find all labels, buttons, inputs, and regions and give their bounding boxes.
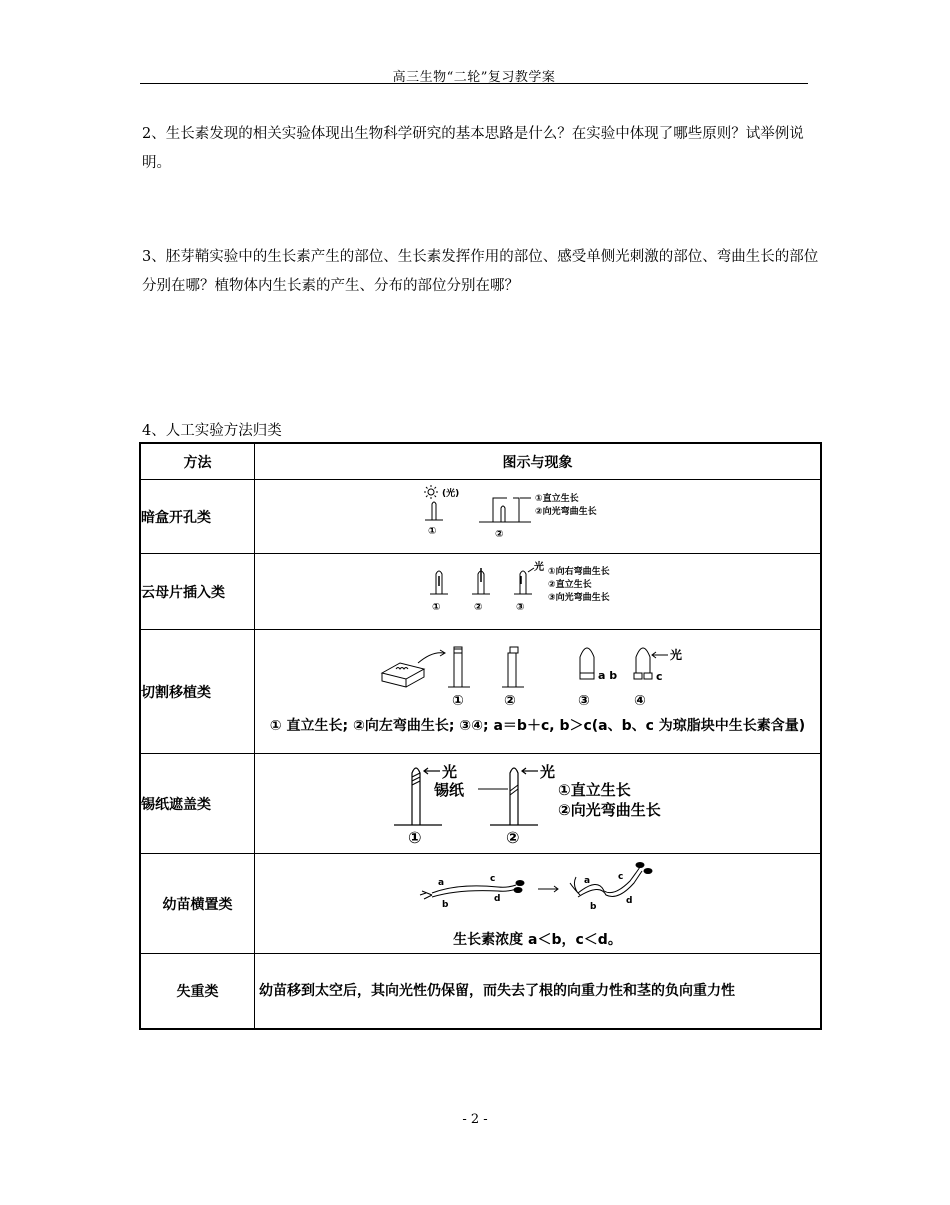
- label-ab: a b: [597, 668, 617, 682]
- sun-label: (光): [441, 488, 459, 499]
- fig-num-1: ①: [427, 525, 436, 537]
- cut-transplant-figure: [378, 643, 698, 711]
- method-label: 暗盒开孔类: [140, 480, 255, 554]
- figure-cell: [255, 954, 822, 1030]
- label-a1: a: [437, 877, 444, 888]
- question-2: 2、生长素发现的相关实验体现出生物科学研究的基本思路是什么？在实验中体现了哪些原则？试举例说明。: [142, 126, 804, 171]
- horizontal-seedling-figure: [418, 857, 658, 915]
- question-3: 3、胚芽鞘实验中的生长素产生的部位、生长素发挥作用的部位、感受单侧光刺激的部位、弯曲生长的部位分别在哪？植物体内生长素的产生、分布的部位分别在哪？: [142, 249, 819, 294]
- fig-num-2: ②: [494, 528, 503, 540]
- light-label-1: 光: [441, 762, 457, 781]
- label-c: c: [655, 669, 663, 683]
- light-label: 光: [669, 647, 682, 662]
- label-a2: a: [583, 875, 590, 886]
- coleoptile-2: [490, 768, 538, 825]
- arrow-icon: [538, 886, 558, 892]
- label-c2: c: [617, 871, 623, 882]
- figure-cell: [255, 630, 822, 754]
- table-row: [140, 854, 821, 954]
- legend-1: ①向右弯曲生长: [547, 566, 610, 577]
- legend-1: ①直立生长: [557, 780, 631, 799]
- figure-cell: [255, 854, 822, 954]
- header-method: 方法: [140, 443, 255, 480]
- fig-num-2: ②: [473, 601, 482, 613]
- legend-2: ②向光弯曲生长: [557, 800, 661, 819]
- agar-block: [382, 650, 445, 687]
- coleoptile-1: [430, 571, 448, 594]
- methods-table: [139, 442, 822, 1030]
- figure-cell: [255, 554, 822, 630]
- legend-3: ③向光弯曲生长: [547, 592, 610, 603]
- table-row: [140, 954, 821, 1030]
- coleoptile-3: [514, 568, 534, 594]
- label-b1: b: [441, 899, 448, 910]
- header-figure: 图示与现象: [255, 443, 822, 480]
- table-row: [140, 554, 821, 630]
- result-text: ① 直立生长; ②向左弯曲生长; ③④; a＝b＋c, b＞c(a、b、c 为琼脂块中生长素含量): [269, 717, 806, 734]
- foil-label: 锡纸: [433, 780, 464, 799]
- foil-cover-figure: [388, 755, 688, 849]
- method-label: 云母片插入类: [140, 554, 255, 630]
- legend-2: ②直立生长: [547, 579, 592, 590]
- method-label: 锡纸遮盖类: [140, 754, 255, 854]
- fig-num-1: ①: [451, 692, 464, 709]
- method-label: 幼苗横置类: [140, 854, 255, 954]
- table-row: [140, 480, 821, 554]
- coleoptile-3: [580, 648, 594, 679]
- seedling-before: [420, 877, 524, 899]
- method-label: 失重类: [140, 954, 255, 1030]
- page-header: 高三生物“二轮”复习教学案: [392, 70, 556, 85]
- light-label-2: 光: [539, 762, 555, 781]
- result-text: 幼苗移到太空后，其向光性仍保留，而失去了根的向重力性和茎的负向重力性: [259, 983, 735, 999]
- label-b2: b: [589, 901, 596, 912]
- figure-cell: [255, 754, 822, 854]
- page-number: - 2 -: [462, 1112, 488, 1127]
- coleoptile-4: [634, 648, 668, 679]
- coleoptile-1: [448, 647, 470, 687]
- method-label: 切割移植类: [140, 630, 255, 754]
- fig-num-1: ①: [407, 827, 422, 847]
- coleoptile-2: [502, 647, 524, 687]
- fig-num-3: ③: [577, 692, 590, 709]
- table-header-row: [140, 443, 821, 480]
- legend-2: ②向光弯曲生长: [534, 506, 597, 517]
- mica-figure: [428, 560, 648, 620]
- header-rule: [140, 83, 808, 84]
- table-row: [140, 754, 821, 854]
- label-c1: c: [489, 873, 495, 884]
- fig-num-4: ④: [633, 692, 646, 709]
- sun-icon: [424, 485, 438, 499]
- dark-box-figure: [423, 482, 653, 548]
- label-d2: d: [625, 895, 632, 906]
- legend-1: ①直立生长: [534, 493, 579, 504]
- label-d1: d: [493, 893, 500, 904]
- fig-num-1: ①: [431, 601, 440, 613]
- table-row: [140, 630, 821, 754]
- fig-num-3: ③: [515, 601, 524, 613]
- coleoptile-1: [425, 502, 443, 520]
- light-label: 光: [533, 561, 544, 573]
- dark-box: [479, 498, 531, 522]
- fig-num-2: ②: [505, 827, 520, 847]
- result-text: 生长素浓度 a＜b，c＜d。: [453, 931, 622, 948]
- figure-cell: [255, 480, 822, 554]
- question-4: 4、人工实验方法归类: [142, 423, 282, 439]
- seedling-after: [570, 862, 652, 897]
- fig-num-2: ②: [503, 692, 516, 709]
- coleoptile-2: [472, 568, 490, 594]
